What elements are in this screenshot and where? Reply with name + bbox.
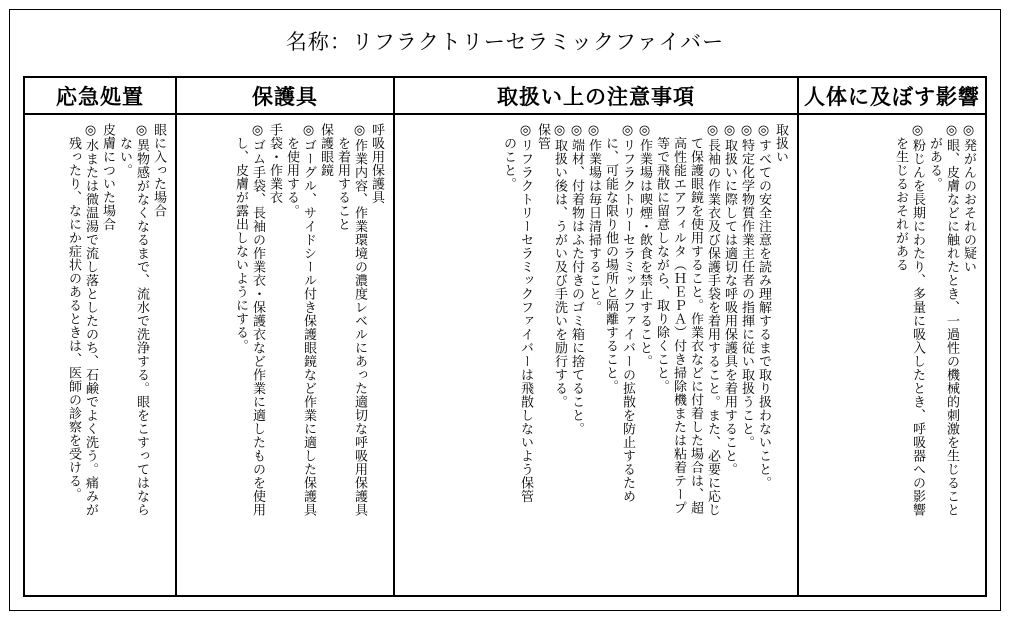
- column-header-handling-precautions: 取扱い上の注意事項: [395, 78, 797, 115]
- column-health-effects: [797, 78, 985, 595]
- column-header-health-effects: 人体に及ぼす影響: [799, 78, 985, 115]
- column-header-protective-equipment: 保護具: [177, 78, 393, 115]
- health-effects-text: ◎発がんのおそれの疑い ◎眼、皮膚などに触れたとき、一過性の機械的刺激を生じること がある。 ◎粉じんを長期にわたり、多量に吸入したとき、呼吸器への影響 を生じるおそれがある: [893, 123, 976, 517]
- document-title: 名称：リフラクトリーセラミックファイバー: [285, 30, 725, 54]
- safety-table: [23, 76, 987, 597]
- column-handling-precautions: [393, 78, 797, 595]
- column-header-first-aid: 応急処置: [25, 78, 175, 115]
- handling-precautions-text: 取扱い ◎すべての安全注意を読み理解するまで取り扱わないこと。 ◎特定化学物質作業主任者の指揮に従い取扱うこと。 ◎取扱いに際しては適切な呼吸用保護具を着用すること。 ◎長袖の作業衣及び保護手袋を着用すること。また、必要に応じ て保護眼鏡を使用すること。作業衣などに付着した場合は、超 高性能エアフィルタ（ＨＥＰＡ）付き掃除機または粘着テープ 等で飛散に留意しながら、取り除くこと。 ◎作業場は喫煙・飲食を禁止すること。 ◎リフラクトリーセラミックファイバーの拡散を防止するため に、可能な限り他の場所と隔離すること。 ◎作業場は毎日清掃すること。 ◎端材、付着物はふた付きのゴミ箱に捨てること。 ◎取扱い後は、うがい及び手洗いを励行する。 保管 ◎リフラクトリーセラミックファイバーは飛散しないよう保管 のこと。: [501, 123, 788, 517]
- first-aid-text: 眼に入った場合 ◎異物感がなくなるまで、流水で洗浄する。眼をこすってはなら ない。 皮膚についた場合 ◎水または微温湯で流し落としたのち、石鹸でよく洗う。痛みが 残ったり、なにか症状のあるときは、医師の診察を受ける。: [66, 123, 166, 517]
- column-body-first-aid: [25, 115, 175, 595]
- column-body-health-effects: [799, 115, 985, 595]
- column-protective-equipment: [175, 78, 393, 595]
- column-first-aid: [25, 78, 175, 595]
- column-body-protective-equipment: [177, 115, 393, 595]
- column-body-handling-precautions: [395, 115, 797, 595]
- protective-equipment-text: 呼吸用保護具 ◎作業内容、作業環境の濃度レベルにあった適切な呼吸用保護具 を着用すること 保護眼鏡 ◎ゴーグル、サイドシール付き保護眼鏡など作業に適した保護具 を使用する。 手袋・作業衣 ◎ゴム手袋、長袖の作業衣・保護衣など作業に適したものを使用 し、皮膚が露出しないようにする。: [233, 123, 384, 517]
